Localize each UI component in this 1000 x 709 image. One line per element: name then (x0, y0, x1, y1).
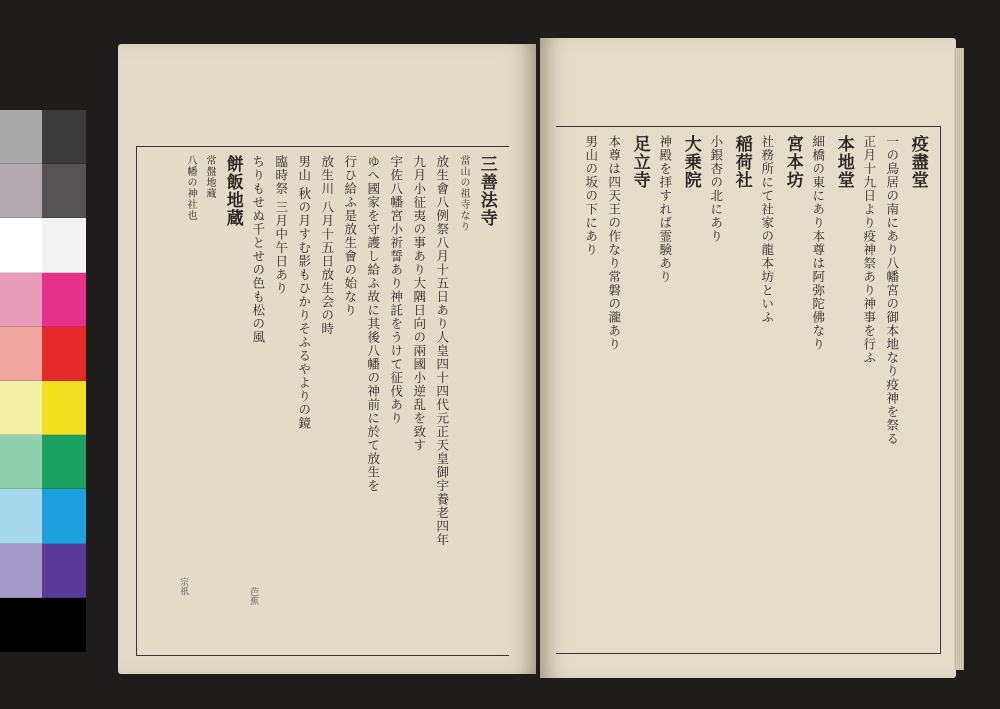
color-patch (42, 544, 86, 598)
text-column: ゆへ國家を守護し給ふ故に其後八幡の神前に於て放生を (365, 155, 381, 493)
page-edges (954, 48, 964, 670)
color-patch (42, 327, 86, 381)
text-column: 常盤地蔵 (204, 155, 215, 199)
text-column: 宇佐八幡宮小祈誓あり神託をうけて征伐あり (388, 155, 404, 425)
text-column: 放生會八例祭八月十五日あり人皇四十四代元正天皇御宇養老四年 (434, 155, 450, 547)
color-patch (0, 489, 42, 543)
text-column: 本尊は四天王の作なり常磐の瀧あり (606, 135, 622, 351)
color-patch (0, 544, 42, 598)
color-patch (42, 489, 86, 543)
entry-heading: 稲荷社 (731, 135, 752, 189)
color-patch (0, 435, 42, 489)
text-column: 放生川 八月十五日放生会の時 (319, 155, 335, 336)
text-column: 神殿を拝すれば霊験あり (657, 135, 673, 284)
color-patch (42, 598, 86, 652)
entry-heading: 足立寺 (629, 135, 650, 189)
color-patch (42, 164, 86, 218)
right-text-frame (556, 126, 941, 654)
text-column: ちりもせぬ千とせの色も松の風 (250, 155, 266, 344)
left-text-frame (136, 146, 509, 656)
poet-attribution: 宗祇 (178, 577, 188, 595)
color-patch (0, 110, 42, 164)
text-column: 男山の坂の下にあり (583, 135, 599, 257)
color-patch (0, 218, 42, 272)
color-patch (0, 164, 42, 218)
entry-heading: 三善法寺 (476, 155, 497, 227)
text-column: 社務所にて社家の龍本坊といふ (759, 135, 775, 324)
text-column: 一の鳥居の南にあり八幡宮の御本地なり疫神を祭る (884, 135, 900, 446)
entry-heading: 本地堂 (833, 135, 854, 189)
entry-heading: 疫盡堂 (907, 135, 928, 189)
text-column: 小銀杏の北にあり (708, 135, 724, 243)
entry-heading: 餅飯地蔵 (222, 155, 243, 227)
left-page (118, 44, 536, 674)
text-column: 八幡の神社也 (185, 155, 196, 221)
color-calibration-strip (0, 110, 86, 598)
color-patch (42, 381, 86, 435)
text-column: 細橋の東にあり本尊は阿弥陀佛なり (810, 135, 826, 351)
color-patch (42, 273, 86, 327)
color-patch (42, 435, 86, 489)
entry-heading: 宮本坊 (782, 135, 803, 189)
text-column: 當山の祖寺なり (458, 155, 469, 232)
color-patch (0, 273, 42, 327)
color-patch (0, 327, 42, 381)
poet-attribution: 芭蕉 (248, 587, 258, 605)
text-column: 九月小征夷の事あり大隅日向の兩國小逆乱を致す (411, 155, 427, 452)
right-page (540, 38, 956, 678)
text-column: 男山 秋の月すむ影もひかりそふるやよりの鏡 (296, 155, 312, 430)
color-patch (42, 218, 86, 272)
color-patch (0, 381, 42, 435)
text-column: 行ひ給ふ是放生會の始なり (342, 155, 358, 317)
color-patch (0, 598, 42, 652)
text-column: 正月十九日より疫神祭あり神事を行ふ (861, 135, 877, 365)
text-column: 臨時祭 三月中午日あり (273, 155, 289, 295)
entry-heading: 大乗院 (680, 135, 701, 189)
open-book (118, 38, 956, 678)
color-patch (42, 110, 86, 164)
